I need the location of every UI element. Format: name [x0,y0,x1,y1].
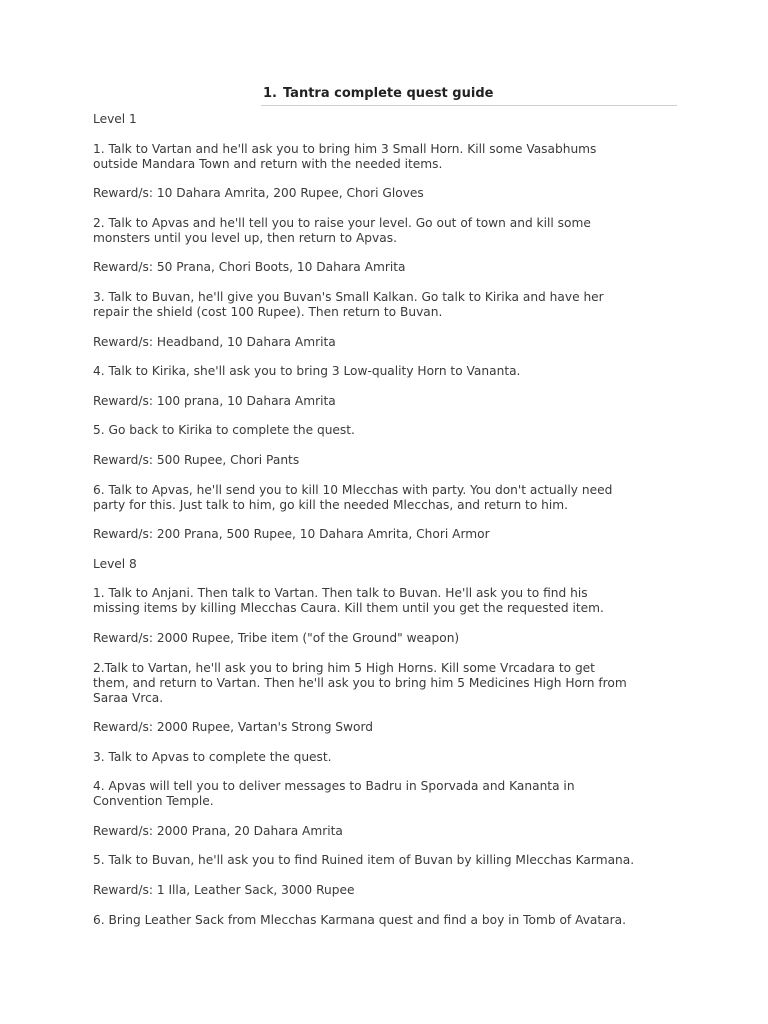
section-heading [261,86,677,106]
quest-step: 3. Talk to Apvas to complete the quest. [93,749,332,764]
quest-step: 2.Talk to Vartan, he'll ask you to bring him 5 High Horns. Kill some Vrcadara to get them, and return to Vartan. Then he'll ask you to bring him 5 Medicines High Horn from Saraa Vrca. [93,660,627,705]
document-body [93,112,693,942]
reward-line: Reward/s: 2000 Prana, 20 Dahara Amrita [93,823,343,838]
heading-number: 1. [263,86,277,101]
quest-step: 3. Talk to Buvan, he'll give you Buvan's Small Kalkan. Go talk to Kirika and have her repair the shield (cost 100 Rupee). Then return to Buvan. [93,289,604,319]
heading-text [261,86,677,101]
quest-step: 2. Talk to Apvas and he'll tell you to raise your level. Go out of town and kill some monsters until you level up, then return to Apvas. [93,215,591,245]
quest-step: 5. Talk to Buvan, he'll ask you to find Ruined item of Buvan by killing Mlecchas Karmana. [93,853,635,868]
quest-step: 4. Apvas will tell you to deliver messages to Badru in Sporvada and Kananta in Convention Temple. [93,779,575,809]
reward-line: Reward/s: Headband, 10 Dahara Amrita [93,334,336,349]
reward-line: Reward/s: 50 Prana, Chori Boots, 10 Dahara Amrita [93,260,406,275]
quest-step: 6. Talk to Apvas, he'll send you to kill 10 Mlecchas with party. You don't actually need party for this. Just talk to him, go kill the needed Mlecchas, and return to him. [93,482,613,512]
reward-line: Reward/s: 100 prana, 10 Dahara Amrita [93,393,336,408]
level-label: Level 1 [93,112,137,126]
reward-line: Reward/s: 200 Prana, 500 Rupee, 10 Dahara Amrita, Chori Armor [93,527,490,542]
reward-line: Reward/s: 2000 Rupee, Vartan's Strong Sword [93,720,373,735]
quest-step: 4. Talk to Kirika, she'll ask you to bring 3 Low-quality Horn to Vananta. [93,364,521,379]
level-label: Level 8 [93,556,137,571]
reward-line: Reward/s: 1 Illa, Leather Sack, 3000 Rupee [93,883,355,898]
reward-line: Reward/s: 10 Dahara Amrita, 200 Rupee, Chori Gloves [93,186,424,201]
quest-step: 1. Talk to Anjani. Then talk to Vartan. Then talk to Buvan. He'll ask you to find his missing items by killing Mlecchas Caura. Kill them until you get the requested item. [93,586,604,616]
heading-title: Tantra complete quest guide [282,86,494,101]
reward-line: Reward/s: 2000 Rupee, Tribe item ("of the Ground" weapon) [93,630,460,645]
reward-line: Reward/s: 500 Rupee, Chori Pants [93,452,300,467]
quest-step: 1. Talk to Vartan and he'll ask you to bring him 3 Small Horn. Kill some Vasabhums outside Mandara Town and return with the needed items. [93,141,597,171]
quest-step: 6. Bring Leather Sack from Mlecchas Karmana quest and find a boy in Tomb of Avatara. [93,912,626,927]
quest-step: 5. Go back to Kirika to complete the quest. [93,423,355,438]
